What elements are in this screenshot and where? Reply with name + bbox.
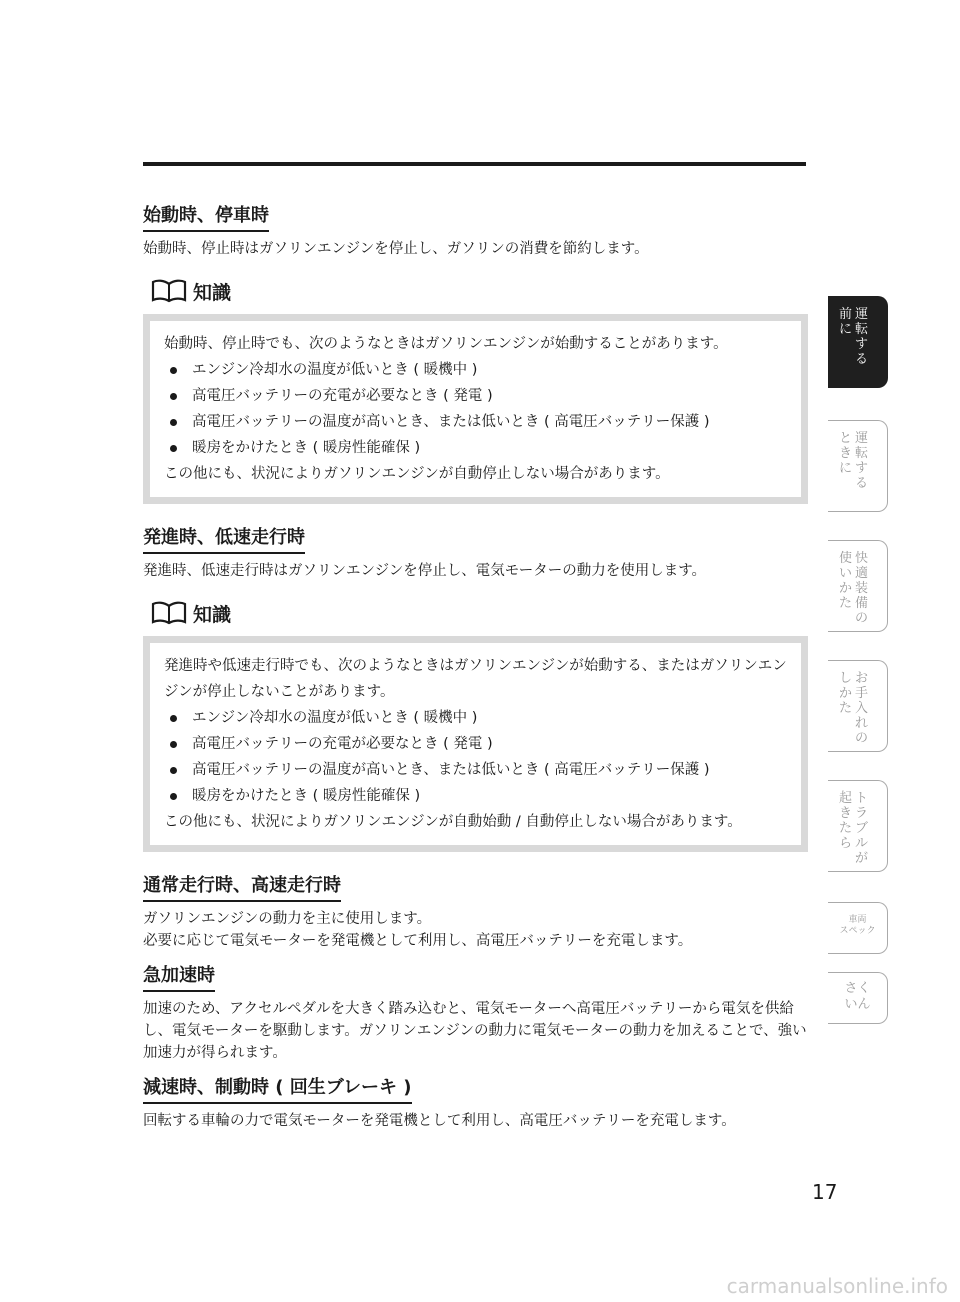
section-body-accel: 加速のため、アクセルペダルを大きく踏み込むと、電気モーターへ高電圧バッテリーから電気を供給し、電気モーターを駆動します。ガソリンエンジンの動力に電気モーターの動力を加えることで、強い加速力が得られます。 (143, 1001, 807, 1061)
tab-maintenance[interactable]: お 手 入 れ の し か た (828, 660, 888, 752)
note-box (143, 314, 808, 504)
note-box (143, 636, 808, 852)
note-bullet-list (164, 705, 789, 809)
bullet-dot-icon (170, 793, 177, 800)
note-header (151, 598, 808, 628)
watermark: carmanualsonline.info (726, 1274, 948, 1298)
section-body-start-stop: 始動時、停止時はガソリンエンジンを停止し、ガソリンの消費を節約します。 (143, 241, 649, 257)
note-outro: この他にも、状況によりガソリンエンジンが自動始動 / 自動停止しない場合があります。 (164, 814, 742, 830)
note-bullet: 高電圧バッテリーの充電が必要なとき ( 発電 ) (164, 731, 789, 757)
tab-troubleshooting[interactable]: ト ラ ブ ル が 起 き た ら (828, 780, 888, 872)
page-number: 17 (812, 1180, 838, 1204)
section-body-low-speed: 発進時、低速走行時はガソリンエンジンを停止し、電気モーターの動力を使用します。 (143, 563, 707, 579)
section-heading-accel: 急加速時 (143, 964, 215, 992)
section-body-decel: 回転する車輪の力で電気モーターを発電機として利用し、高電圧バッテリーを充電します。 (143, 1113, 736, 1129)
section-heading-low-speed: 発進時、低速走行時 (143, 526, 305, 554)
tab-before-driving[interactable]: 運 転 す る 前 に (828, 296, 888, 388)
tab-vehicle-specs[interactable]: 車両 スペック (828, 902, 888, 954)
bullet-dot-icon (170, 367, 177, 374)
section-heading-normal-high: 通常走行時、高速走行時 (143, 874, 341, 902)
section-body-normal-high-2: 必要に応じて電気モーターを発電機として利用し、高電圧バッテリーを充電します。 (143, 933, 693, 949)
note-bullet: エンジン冷却水の温度が低いとき ( 暖機中 ) (164, 357, 789, 383)
book-icon (151, 601, 187, 625)
top-rule (143, 162, 806, 166)
note-header (151, 276, 808, 306)
note-title: 知識 (193, 281, 232, 304)
note-title: 知識 (193, 603, 232, 626)
note-bullet: 暖房をかけたとき ( 暖房性能確保 ) (164, 783, 789, 809)
note-intro: 発進時や低速走行時でも、次のようなときはガソリンエンジンが始動する、またはガソリンエンジンが停止しないことがあります。 (164, 658, 787, 700)
bullet-dot-icon (170, 767, 177, 774)
note-bullet-list (164, 357, 789, 461)
tab-comfort-features[interactable]: 快 適 装 備 の 使 い か た (828, 540, 888, 632)
section-body-normal-high-1: ガソリンエンジンの動力を主に使用します。 (143, 911, 432, 927)
note-outro: この他にも、状況によりガソリンエンジンが自動停止しない場合があります。 (164, 466, 670, 482)
section-heading-decel: 減速時、制動時 ( 回生ブレーキ ) (143, 1076, 412, 1104)
bullet-dot-icon (170, 419, 177, 426)
note-bullet: 高電圧バッテリーの充電が必要なとき ( 発電 ) (164, 383, 789, 409)
tab-index[interactable]: さく いん (828, 972, 888, 1024)
bullet-dot-icon (170, 715, 177, 722)
tab-while-driving[interactable]: 運 転 す る と き に (828, 420, 888, 512)
bullet-dot-icon (170, 741, 177, 748)
book-icon (151, 279, 187, 303)
note-bullet: エンジン冷却水の温度が低いとき ( 暖機中 ) (164, 705, 789, 731)
note-intro: 始動時、停止時でも、次のようなときはガソリンエンジンが始動することがあります。 (164, 336, 728, 352)
main-content (143, 204, 808, 1132)
section-heading-start-stop: 始動時、停車時 (143, 204, 269, 232)
bullet-dot-icon (170, 445, 177, 452)
note-bullet: 高電圧バッテリーの温度が高いとき、または低いとき ( 高電圧バッテリー保護 ) (164, 757, 789, 783)
note-bullet: 暖房をかけたとき ( 暖房性能確保 ) (164, 435, 789, 461)
bullet-dot-icon (170, 393, 177, 400)
note-bullet: 高電圧バッテリーの温度が高いとき、または低いとき ( 高電圧バッテリー保護 ) (164, 409, 789, 435)
